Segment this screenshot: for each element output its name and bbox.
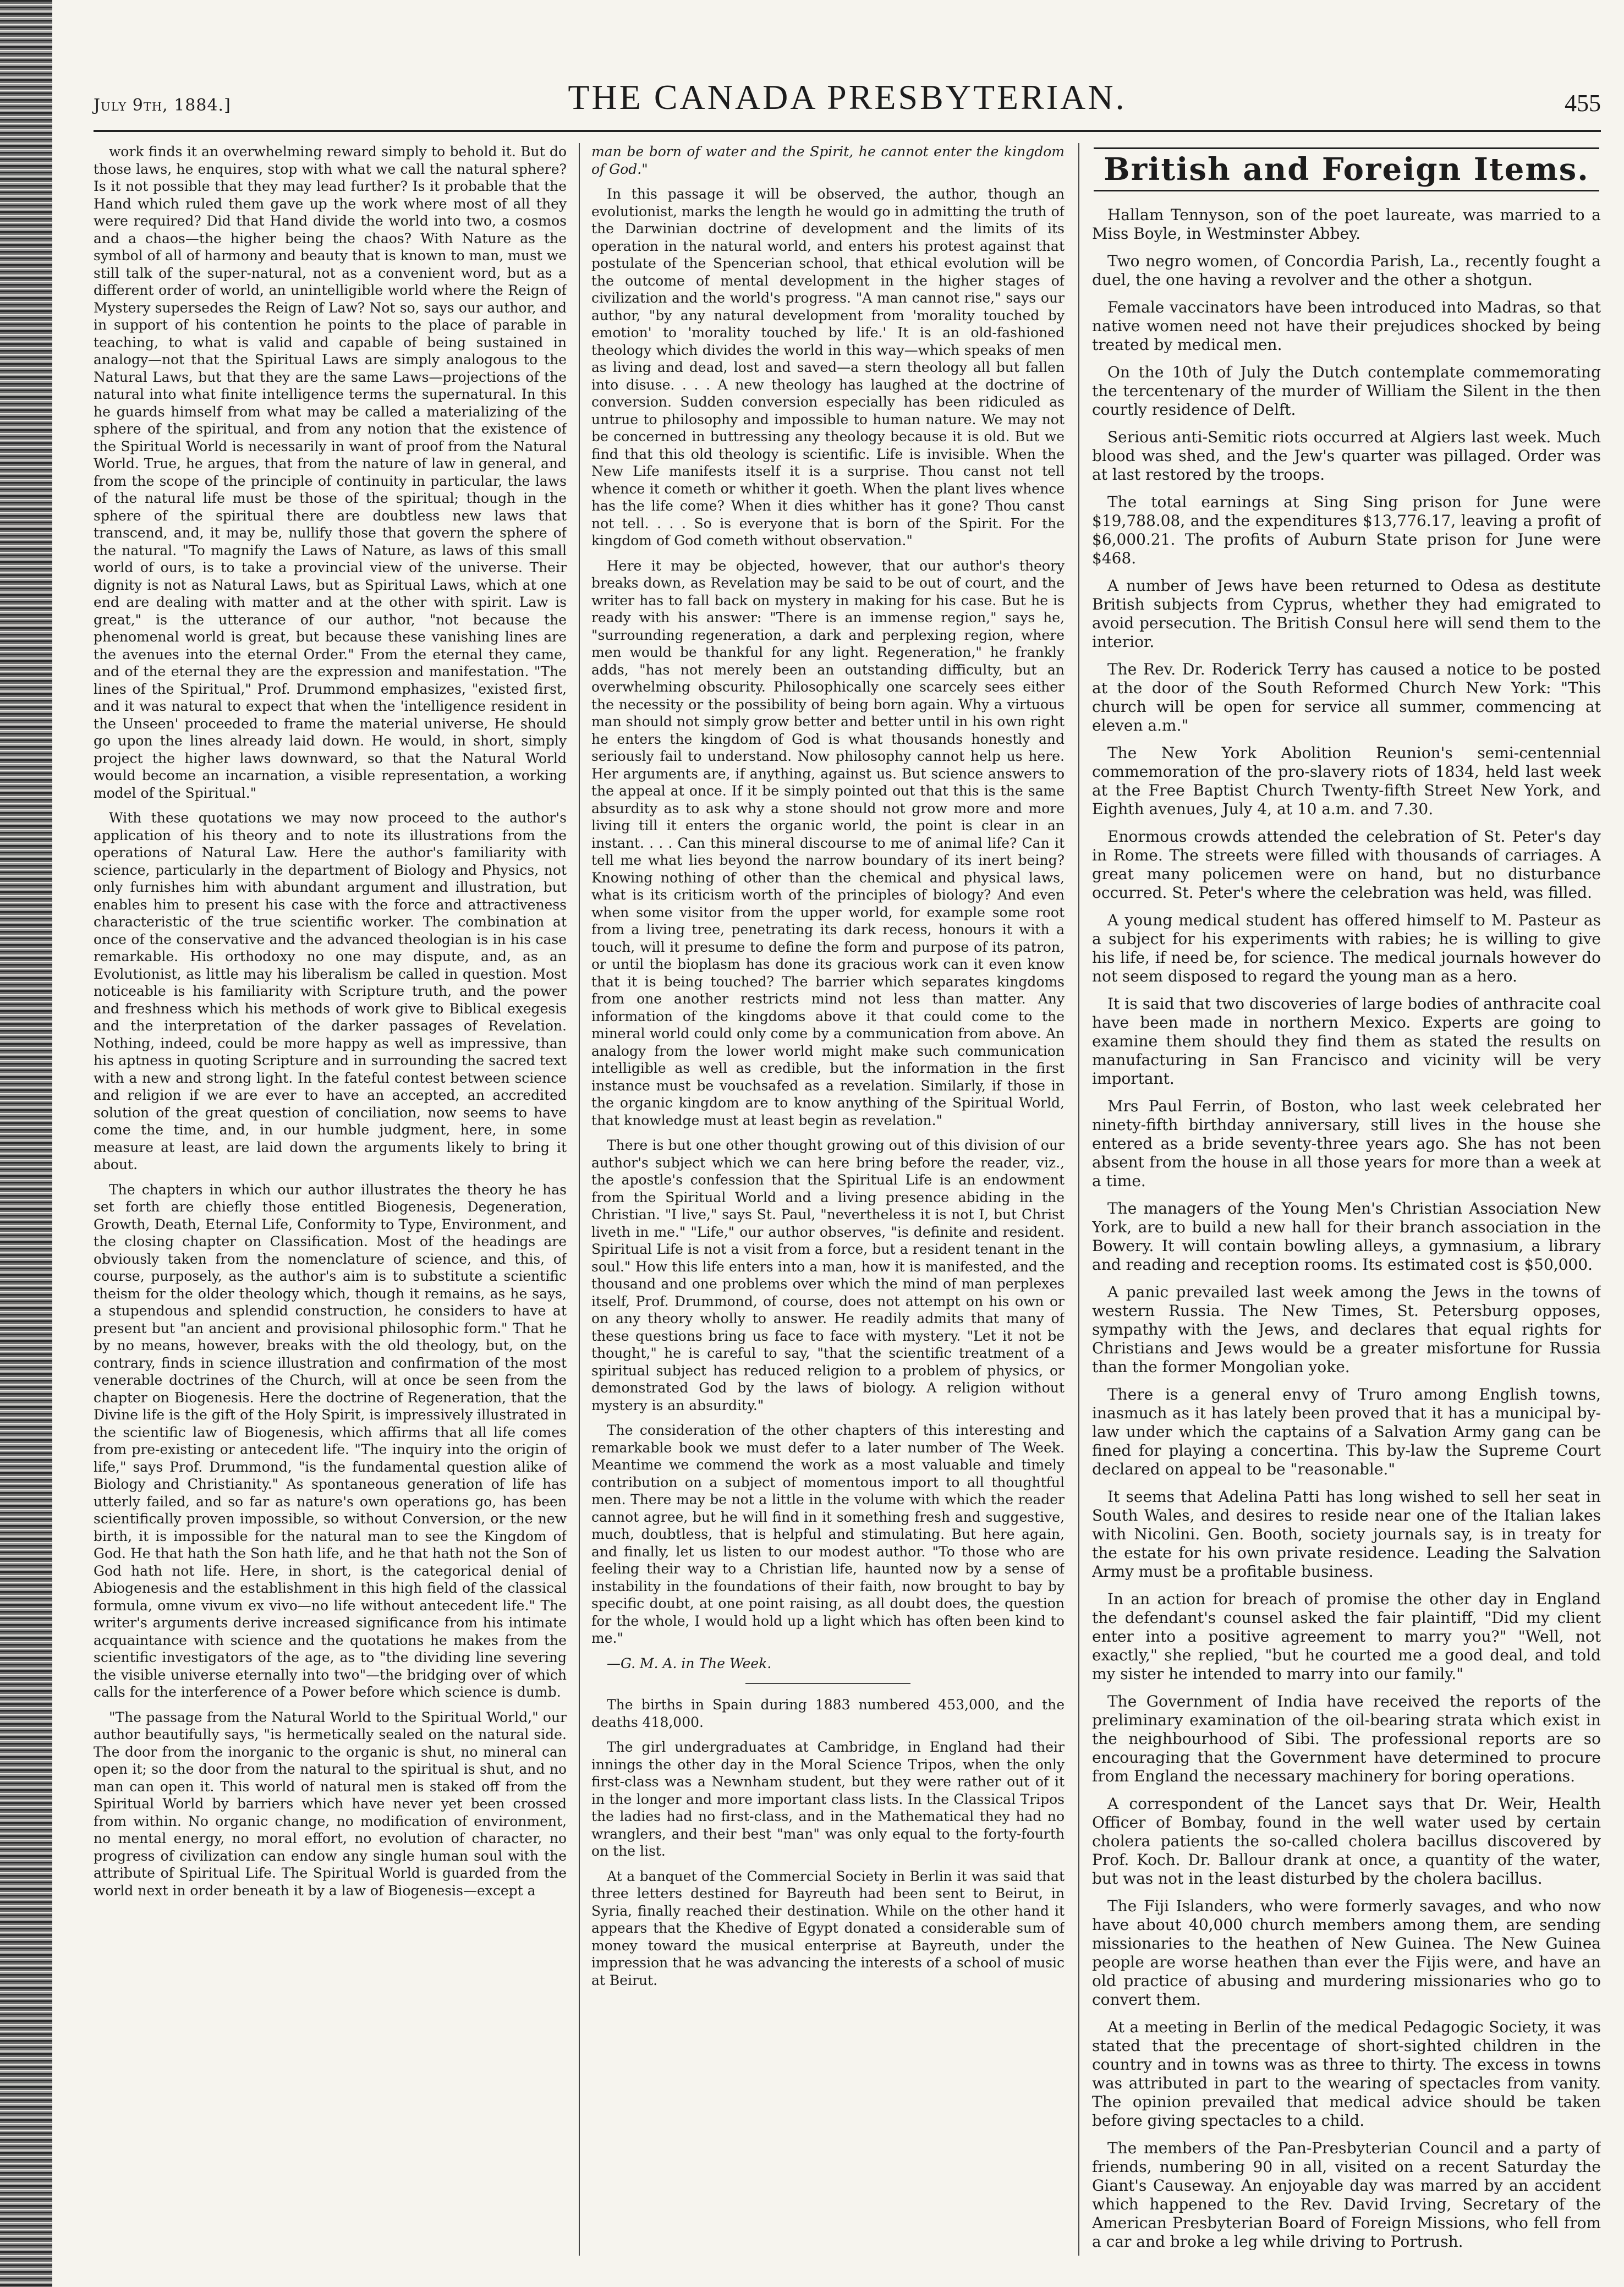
news-item: Hallam Tennyson, son of the poet laureate, was married to a Miss Boyle, in Westminster Abbey. <box>1092 206 1601 243</box>
news-item: The Rev. Dr. Roderick Terry has caused a notice to be posted at the door of the South Reformed Church New York: "This church will be open for service all summer, commencing at eleven a.m." <box>1092 660 1601 734</box>
article-signature: —G. M. A. in The Week. <box>607 1655 772 1671</box>
section-divider <box>745 1683 910 1684</box>
news-item: The Government of India have received the reports of the preliminary examination of the oil-bearing strata which exist in the neighbourhood of Sibi. The professional reports are so encouraging that the Government have determined to procure from England the necessary machinery for boring operations. <box>1092 1692 1601 1785</box>
news-item: Serious anti-Semitic riots occurred at Algiers last week. Much blood was shed, and the Jew's quarter was pillaged. Order was at last restored by the troops. <box>1092 428 1601 484</box>
news-item: A young medical student has offered himself to M. Pasteur as a subject for his experiments with rabies; he is willing to give his life, if need be, for science. The medical journals however do not seem disposed to regard the young man as a hero. <box>1092 911 1601 985</box>
news-note: At a banquet of the Commercial Society in Berlin it was said that three letters destined for Bayreuth had been sent to Beirut, in Syria, finally reached their destination. While on the other hand it appears that the Khedive of Egypt donated a considerable sum of money toward the musical enterprise at Bayreuth, under the impression that he was advancing the interests of a school of music at Beirut. <box>591 1868 1065 1988</box>
masthead-rule <box>94 130 1601 132</box>
news-item: The New York Abolition Reunion's semi-centennial commemoration of the pro-slavery riots of 1834, held last week at the Free Baptist Church Twenty-fifth Street New York, and Eighth avenues, July 4, at 10 a.m. and 7.30. <box>1092 744 1601 818</box>
paragraph: With these quotations we may now proceed to the author's application of his theory and to note its illustrations from the operations of Natural Law. Here the author's familiarity with science, particularly in the department of Biology and Physics, not only furnishes him with abundant argument and illustration, but enables him to present his case with the force and attractiveness characteristic of the true scientific worker. The combination at once of the conservative and the advanced theologian is in his case remarkable. His orthodoxy no one may dispute, and, as an Evolutionist, as little may his liberalism be called in question. Most noticeable is his familiarity with Scripture truth, and the power and freshness which his methods of work give to Biblical exegesis and the interpretation of the darker passages of Revelation. Nothing, indeed, could be more happy as well as impressive, than his aptness in quoting Scripture and in surrounding the sacred text with a new and strong light. In the fateful contest between science and religion if we are ever to have an accepted, an accredited solution of the great question of conciliation, now seems to have come the time, and, in our humble judgment, here, in some measure at least, are laid down the arguments likely to bring it about. <box>94 810 567 1172</box>
news-item: A panic prevailed last week among the Jews in the towns of western Russia. The New Times, St. Petersburg opposes, sympathy with the Jews, and declares that equal rights for Christians and Jews would be a greater misfortune for Russia than the former Mongolian yoke. <box>1092 1283 1601 1376</box>
news-item: It seems that Adelina Patti has long wished to sell her seat in South Wales, and desires to reside near one of the Italian lakes with Nicolini. Gen. Booth, society journals say, is in treaty for the estate for his own private residence. Leading the Salvation Army must be a profitable business. <box>1092 1488 1601 1581</box>
section-heading <box>1092 147 1601 191</box>
news-item: The Fiji Islanders, who were formerly savages, and who now have about 40,000 church members among them, are sending missionaries to the heathen of New Guinea. The New Guinea people are worse heathen than ever the Fijis were, and have an old practice of abusing and murdering missionaries who go to convert them. <box>1092 1897 1601 2009</box>
news-item: On the 10th of July the Dutch contemplate commemorating the tercentenary of the murder of William the Silent in the then courtly residence of Delft. <box>1092 363 1601 419</box>
news-item: There is a general envy of Truro among English towns, inasmuch as it has lately been proved that it has a municipal by-law under which the captains of a Salvation Army gang can be fined for playing a concertina. This by-law the Supreme Court declared on appeal to be "reasonable." <box>1092 1385 1601 1478</box>
news-item: Female vaccinators have been introduced into Madras, so that native women need not have their prejudices shocked by being treated by medical men. <box>1092 298 1601 354</box>
paragraph: There is but one other thought growing out of this division of our author's subject which we can here bring before the reader, viz., the apostle's confession that the Spiritual Life is an endowment from the Spiritual World and a living presence abiding in the Christian. "I live," says St. Paul, "nevertheless it is not I, but Christ liveth in me." "Life," our author observes, "is definite and resident. Spiritual Life is not a visit from a force, but a resident tenant in the soul." How this life enters into a man, how it is manifested, and the thousand and one problems over which the mind of man perplexes itself, Prof. Drummond, of course, does not attempt on his own or on any theory wholly to answer. He readily admits that many of these questions bring us face to face with mystery. "Let it not be thought," he is careful to say, "that the scientific treatment of a spiritual subject has reduced religion to a problem of physics, or demonstrated God by the laws of biology. A religion without mystery is an absurdity." <box>591 1137 1065 1413</box>
news-item: At a meeting in Berlin of the medical Pedagogic Society, it was stated that the precentage of short-sighted children in the country and in towns was as three to thirty. The excess in towns was attributed in part to the wearing of spectacles from vanity. The opinion prevailed that medical advice should be taken before giving spectacles to a child. <box>1092 2018 1601 2130</box>
news-item: Mrs Paul Ferrin, of Boston, who last week celebrated her ninety-fifth birthday anniversary, still lives in the house she entered as a bride seventy-three years ago. She has not been absent from the house in all those years for more than a week at a time. <box>1092 1097 1601 1190</box>
paragraph: The consideration of the other chapters of this interesting and remarkable book we must defer to a later number of The Week. Meantime we commend the work as a most valuable and timely contribution on a subject of momentous import to all thoughtful men. There may be not a little in the volume with which the reader cannot agree, but he will find in it something fresh and suggestive, much, doubtless, that is helpful and stimulating. But here again, and finally, let us listen to our modest author. "To those who are feeling their way to a Christian life, haunted now by a sense of instability in the foundations of their faith, now brought to bay by specific doubt, at one point raising, as all doubt does, the question for the whole, I would hold up a light which has often been kind to me." <box>591 1422 1065 1646</box>
page-number: 455 <box>1565 90 1601 117</box>
news-item: It is said that two discoveries of large bodies of anthracite coal have been made in northern Mexico. Experts are going to examine them should they find them as stated the results on manufacturing in San Francisco and vicinity will be very important. <box>1092 995 1601 1088</box>
column-2 <box>591 143 1065 2261</box>
news-item: The managers of the Young Men's Christian Association New York, are to build a new hall for their branch association in the Bowery. It will contain bowling alleys, a gymnasium, a library and reading and reception rooms. Its estimated cost is $50,000. <box>1092 1199 1601 1274</box>
paragraph: In this passage it will be observed, the author, though an evolutionist, marks the length he would go in admitting the truth of the Darwinian doctrine of development and the limits of its operation in the natural world, and enters his protest against that postulate of the Spencerian school, that ethical evolution will be the outcome of mental development in the higher stages of civilization and the world's progress. "A man cannot rise," says our author, "by any natural development from 'morality touched by emotion' to 'morality touched by life.' It is an old-fashioned theology which divides the world in this way—which speaks of men as living and dead, lost and saved—a stern theology all but fallen into disuse. . . . A new theology has laughed at the doctrine of conversion. Sudden conversion especially has been ridiculed as untrue to philosophy and impossible to human nature. We may not be concerned in buttressing any theology because it is old. But we find that this old theology is scientific. Life is invisible. When the New Life manifests itself it is a surprise. Thou canst not tell whence it cometh or whither it goeth. When the plant lives whence has the life come? When it dies whither has it gone? Thou canst not tell. . . . So is everyone that is born of the Spirit. For the kingdom of God cometh without observation." <box>591 186 1065 549</box>
page-binding-edge <box>0 0 52 2287</box>
section-heading-text: British and Foreign Items. <box>1094 147 1599 191</box>
news-item: A number of Jews have been returned to Odesa as destitute British subjects from Cyprus, whether they had emigrated to avoid persecution. The British Consul here will send them to the interior. <box>1092 577 1601 651</box>
newspaper-page <box>94 66 1601 2261</box>
column-divider <box>579 143 580 2256</box>
continued-quote: man be born of water and the Spirit, he cannot enter the kingdom of God." <box>591 144 1065 177</box>
paragraph: The chapters in which our author illustrates the theory he has set forth are chiefly those entitled Biogenesis, Degeneration, Growth, Death, Eternal Life, Conformity to Type, Environment, and the closing chapter on Classification. Most of the headings are obviously taken from the nomenclature of science, and this, of course, purposely, as the author's aim is to substitute a scientific theism for the older theology which, though it remains, as he says, a stupendous and splendid construction, he considers to have at present but "an ancient and provisional philosophic form." That he by no means, however, breaks with the old theology, but, on the contrary, finds in science illustration and confirmation of the most venerable doctrines of the Church, will at once be seen from the chapter on Biogenesis. Here the doctrine of Regeneration, that the Divine life is the gift of the Holy Spirit, is impressively illustrated in the scientific law of Biogenesis, which affirms that all life comes from pre-existing or antecedent life. "The inquiry into the origin of life," says Prof. Drummond, "is the fundamental question alike of Biology and Christianity." As spontaneous generation of life has utterly failed, and so far as nature's own operations go, has been scientifically proven impossible, so without Conversion, or the new birth, it is impossible for the natural man to see the Kingdom of God. He that hath the Son hath life, and he that hath not the Son of God hath not life. Here, in short, is the categorical denial of Abiogenesis and the establishment in this high field of the classical formula, omne vivum ex vivo—no life without antecedent life." The writer's arguments derive increased significance from his intimate acquaintance with science and the quotations he makes from the scientific investigators of the age, as to "the dividing line severing the visible universe eternally into two"—the bridging over of which calls for the interference of a Power before which science is dumb. <box>94 1181 567 1700</box>
news-item: A correspondent of the Lancet says that Dr. Weir, Health Officer of Bombay, found in the well water used by certain cholera patients the so-called cholera bacillus discovered by Prof. Koch. Dr. Ballour drank at once, a quantity of the water, but was not in the least disturbed by the cholera bacillus. <box>1092 1795 1601 1888</box>
masthead <box>94 66 1601 127</box>
column-1 <box>94 143 567 2261</box>
news-item: In an action for breach of promise the other day in England the defendant's counsel asked the fair plaintiff, "Did my client enter into a positive agreement to marry you?" "Well, not exactly," she replied, "but he courted me a good deal, and told my sister he intended to marry into our family." <box>1092 1590 1601 1683</box>
news-item: Two negro women, of Concordia Parish, La., recently fought a duel, the one having a revolver and the other a shotgun. <box>1092 252 1601 289</box>
newspaper-title: THE CANADA PRESBYTERIAN. <box>568 78 1127 117</box>
news-item: Enormous crowds attended the celebration of St. Peter's day in Rome. The streets were filled with thousands of carriages. A great many policemen were on hand, but no disturbance occurred. St. Peter's where the celebration was held, was filled. <box>1092 827 1601 902</box>
news-item: The total earnings at Sing Sing prison for June were $19,788.08, and the expenditures $13,776.17, leaving a profit of $6,000.21. The profits of Auburn State prison for June were $468. <box>1092 493 1601 567</box>
column-divider <box>1078 143 1079 2256</box>
paragraph: work finds it an overwhelming reward simply to behold it. But do those laws, he enquires, stop with what we call the natural sphere? Is it not possible that they may lead further? Is it probable that the Hand which ruled them gave up the work where most of all they were required? Did that Hand divide the world into two, a cosmos and a chaos—the higher being the chaos? With Nature as the symbol of all of harmony and beauty that is known to man, must we still talk of the super-natural, not as a convenient word, but as a different order of world, an unintelligible world where the Reign of Mystery supersedes the Reign of Law? Not so, says our author, and in support of his contention he points to the place of parable in teaching, to what is valid and capable of being sustained in analogy—not that the Spiritual Laws are simply analogous to the Natural Laws, but that they are the same Laws—projections of the natural into what finite intelligence terms the supernatural. In this he guards himself from what may be called a materializing of the sphere of the spiritual, and from any notion that the existence of the Spiritual World is necessarily in want of proof from the Natural World. True, he argues, that from the nature of law in general, and from the scope of the principle of continuity in particular, the laws of the natural life must be those of the spiritual; though in the sphere of the spiritual there are doubtless new laws that transcend, and, it may be, nullify those that govern the sphere of the natural. "To magnify the Laws of Nature, as laws of this small world of ours, is to take a provincial view of the universe. Their dignity is not as Natural Laws, but as Spiritual Laws, which at one end are dealing with matter and at the other with spirit. Law is great," is the utterance of our author, "not because the phenomenal world is great, but because these vanishing lines are the avenues into the eternal Order." From the eternal they came, and of the eternal they are the expression and manifestation. "The lines of the Spiritual," Prof. Drummond emphasizes, "existed first, and it was natural to expect that when the 'intelligence resident in the Unseen' proceeded to frame the material universe, He should go upon the lines already laid down. He would, in short, simply project the higher laws downward, so that the Natural World would become an incarnation, a visible representation, a working model of the Spiritual." <box>94 144 567 801</box>
news-note: The births in Spain during 1883 numbered 453,000, and the deaths 418,000. <box>591 1697 1065 1730</box>
paragraph: Here it may be objected, however, that our author's theory breaks down, as Revelation may be said to be out of court, and the writer has to fall back on mystery in making for his case. But he is ready with his answer: "There is an immense region," says he, "surrounding regeneration, a dark and perplexing region, where men would be thankful for any light. Regeneration," he frankly adds, "has not merely been an outstanding difficulty, but an overwhelming obscurity. Philosophically one scarcely sees either the necessity or the possibility of being born again. Why a virtuous man should not simply grow better and better until in his own right he enters the kingdom of God is what thousands honestly and seriously fail to understand. Now philosophy cannot help us here. Her arguments are, if anything, against us. But science answers to the appeal at once. If it be simply pointed out that this is the same absurdity as to ask why a stone should not grow more and more living till it enters the organic world, the point is clear in an instant. . . . Can this mineral discourse to me of animal life? Can it tell me what lies beyond the narrow boundary of its inert being? Knowing nothing of other than the chemical and physical laws, what is its criticism worth of the principles of biology? And even when some visitor from the upper world, for example some root from a living tree, penetrating its dark recess, honours it with a touch, will it presume to define the form and purpose of its patron, or until the bioplasm has done its gracious work can it even know that it is being touched? The barrier which separates kingdoms from one another restricts mind not less than matter. Any information of the kingdoms above it that could come to the mineral world could only come by a communication from above. An analogy from the lower world might make such communication intelligible as well as credible, but the information in the first instance must be vouchsafed as a revelation. Similarly, if those in the organic kingdom are to know anything of the Spiritual World, that knowledge must at least begin as revelation." <box>591 557 1065 1128</box>
issue-date: July 9th, 1884.] <box>94 96 231 115</box>
news-note: The girl undergraduates at Cambridge, in England had their innings the other day in the Moral Science Tripos, when the only first-class was a Newnham student, but they were rather out of it in the longer and more important class lists. In the Classical Tripos the ladies had no first-class, and in the Mathematical they had no wranglers, and their best "man" was only equal to the forty-fourth on the list. <box>591 1739 1065 1859</box>
column-3 <box>1092 143 1601 2261</box>
paragraph: "The passage from the Natural World to the Spiritual World," our author beautifully says, "is hermetically sealed on the natural side. The door from the inorganic to the organic is shut, no mineral can open it; so the door from the natural to the spiritual is shut, and no man can open it. This world of natural men is staked off from the Spiritual World by barriers which have never yet been crossed from within. No organic change, no modification of environment, no mental energy, no moral effort, no evolution of character, no progress of civilization can endow any single human soul with the attribute of Spiritual Life. The Spiritual World is guarded from the world next in order beneath it by a law of Biogenesis—except a <box>94 1709 567 1899</box>
news-item: The members of the Pan-Presbyterian Council and a party of friends, numbering 90 in all, visited on a recent Saturday the Giant's Causeway. An enjoyable day was marred by an accident which happened to the Rev. David Irving, Secretary of the American Presbyterian Board of Foreign Missions, who fell from a car and broke a leg while driving to Portrush. <box>1092 2139 1601 2251</box>
